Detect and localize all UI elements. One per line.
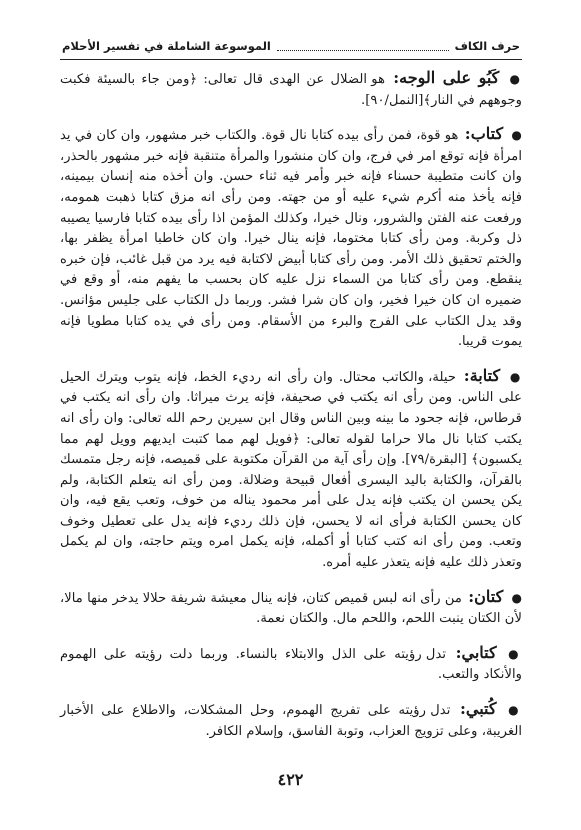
header-dot-leader bbox=[277, 42, 449, 51]
entry-term: كُتبي: bbox=[459, 699, 497, 719]
bullet-icon: ● bbox=[511, 128, 522, 143]
header-title: الموسوعة الشاملة في تفسير الأحلام bbox=[62, 39, 271, 53]
entry-text: من رأى انه لبس قميص كتان، فإنه ينال معيشة شريفة حلالا يدخر منها مالا، لأن الكتان ينبت اللحم، واللحم مال. والكتان نعمة. bbox=[60, 590, 522, 627]
entry bbox=[60, 124, 522, 353]
entry-term: كتاب: bbox=[464, 124, 504, 144]
dictionary-entries bbox=[60, 68, 522, 755]
bullet-icon: ● bbox=[508, 646, 522, 661]
bullet-icon: ● bbox=[509, 72, 522, 86]
bullet-icon: ● bbox=[508, 703, 522, 718]
entry bbox=[60, 699, 522, 742]
entry bbox=[60, 68, 522, 111]
header-section: حرف الكاف bbox=[454, 39, 520, 53]
entry bbox=[60, 366, 522, 574]
running-header bbox=[62, 36, 520, 56]
entry bbox=[60, 587, 522, 630]
header-rule bbox=[60, 59, 522, 60]
entry-term: كتابة: bbox=[463, 365, 501, 385]
entry-text: هو قوة، فمن رأى بيده كتابا نال قوة. والكتاب خبر مشهور، وان كان في يد امرأة فإنه توقع امر في فرج، وان كان منشورا والمرأة متنقبة فإنه خبر مشهور بالحذر، وان كانت متطيبة حسناء فإنه خبر وأمر فيه ثناء حسن. وان أخذه منه إنسان بيمينه، فإنه يأخذ منه أكرم شيء عليه أو من جهته. ومن رأى انه مزق كتابا ذهبت همومه، ورفعت عنه الفتن والشرور، ونال خيرا، وكذلك المؤمن اذا رأى بيده كتابا فارسيا يصيبه ذل وكربة. ومن رأى كتابا مختوما، فإنه ينال خيرا. وان كان خاطبا امرأة يظفر بها، والختم تحقيق ذلك الأمر. ومن رأى كتابا أبيض لاكتابة فيه يرد من قبل غائب، فإن خبره ينقطع. ومن رأى كتابا من السماء نزل عليه كان بحسب ما يفهم منه، أو وقع في ضميره ان كان خيرا فخير، وان كان شرا فشر. وربما دل الكتاب على جليس مؤانس. وقد يدل الكتاب على الفرج والبرء من الأسقام. ومن رأى في يده كتابا مطويا فإنه يموت قريبا. bbox=[60, 128, 522, 350]
entry-text: تدل رؤيته على تفريج الهموم، وحل المشكلات، والاطلاع على الأخبار الغريبة، وعلى تزويج العزاب، وتوبة الفاسق، وإسلام الكافر. bbox=[60, 703, 522, 739]
entry-term: كتان: bbox=[468, 586, 504, 606]
bullet-icon: ● bbox=[511, 590, 522, 605]
entry-text: حيلة، والكاتب محتال. وان رأى انه رديء الخط، فإنه يتوب ويترك الحيل على الناس. ومن رأى انه يكتب في صحيفة، فإنه يرث ميراثا. وان رأى انه يكتب في قرطاس، فإنه جحود ما بينه وبين الناس وقال ابن سيرين رحم الله تعالى: وان رأى انه يكتب كتابا نال مالا حراما لقوله تعالى: ﴿فويل لهم مما كتبت ايديهم وويل لهم مما يكسبون﴾ [البقرة/٧٩]. وإن رأى آية من القرآن مكتوبة على قميصه، فإنه رجل متمسك بالقرآن، والكتابة باليد اليسرى أفعال قبيحة وضلالة. ومن رأى انه يتعلم الكتابة، ولم يكن يحسن ان يكتب فإنه يدل على أمر محمود يناله من خوف، وتعب يقع فيه، وان كان يحسن الكتابة فرأى انه لا يحسن، فإن ذلك رديء فإنه يدل على تعطيل وخوف وتعب. ومن رأى انه كتب كتابا أو أكمله، فإنه يكمل امره ويتم حاجته، وان لم يكمل وتعذر ذلك عليه فإنه يتعذر عليه أمره. bbox=[60, 369, 522, 571]
page-number: ٤٢٢ bbox=[277, 770, 304, 789]
entry-text: تدل رؤيته على الذل والابتلاء بالنساء. وربما دلت رؤيته على الهموم والأنكاد والتعب. bbox=[60, 646, 522, 683]
entry-term: كتابي: bbox=[455, 642, 497, 662]
entry bbox=[60, 643, 522, 686]
bullet-icon: ● bbox=[509, 369, 522, 384]
entry-text: هو الضلال عن الهدى قال تعالى: ﴿ومن جاء بالسيئة فكبت وجوههم في النار﴾[النمل/٩٠]. bbox=[60, 72, 522, 108]
entry-term: كَبُو على الوجه: bbox=[393, 68, 500, 87]
